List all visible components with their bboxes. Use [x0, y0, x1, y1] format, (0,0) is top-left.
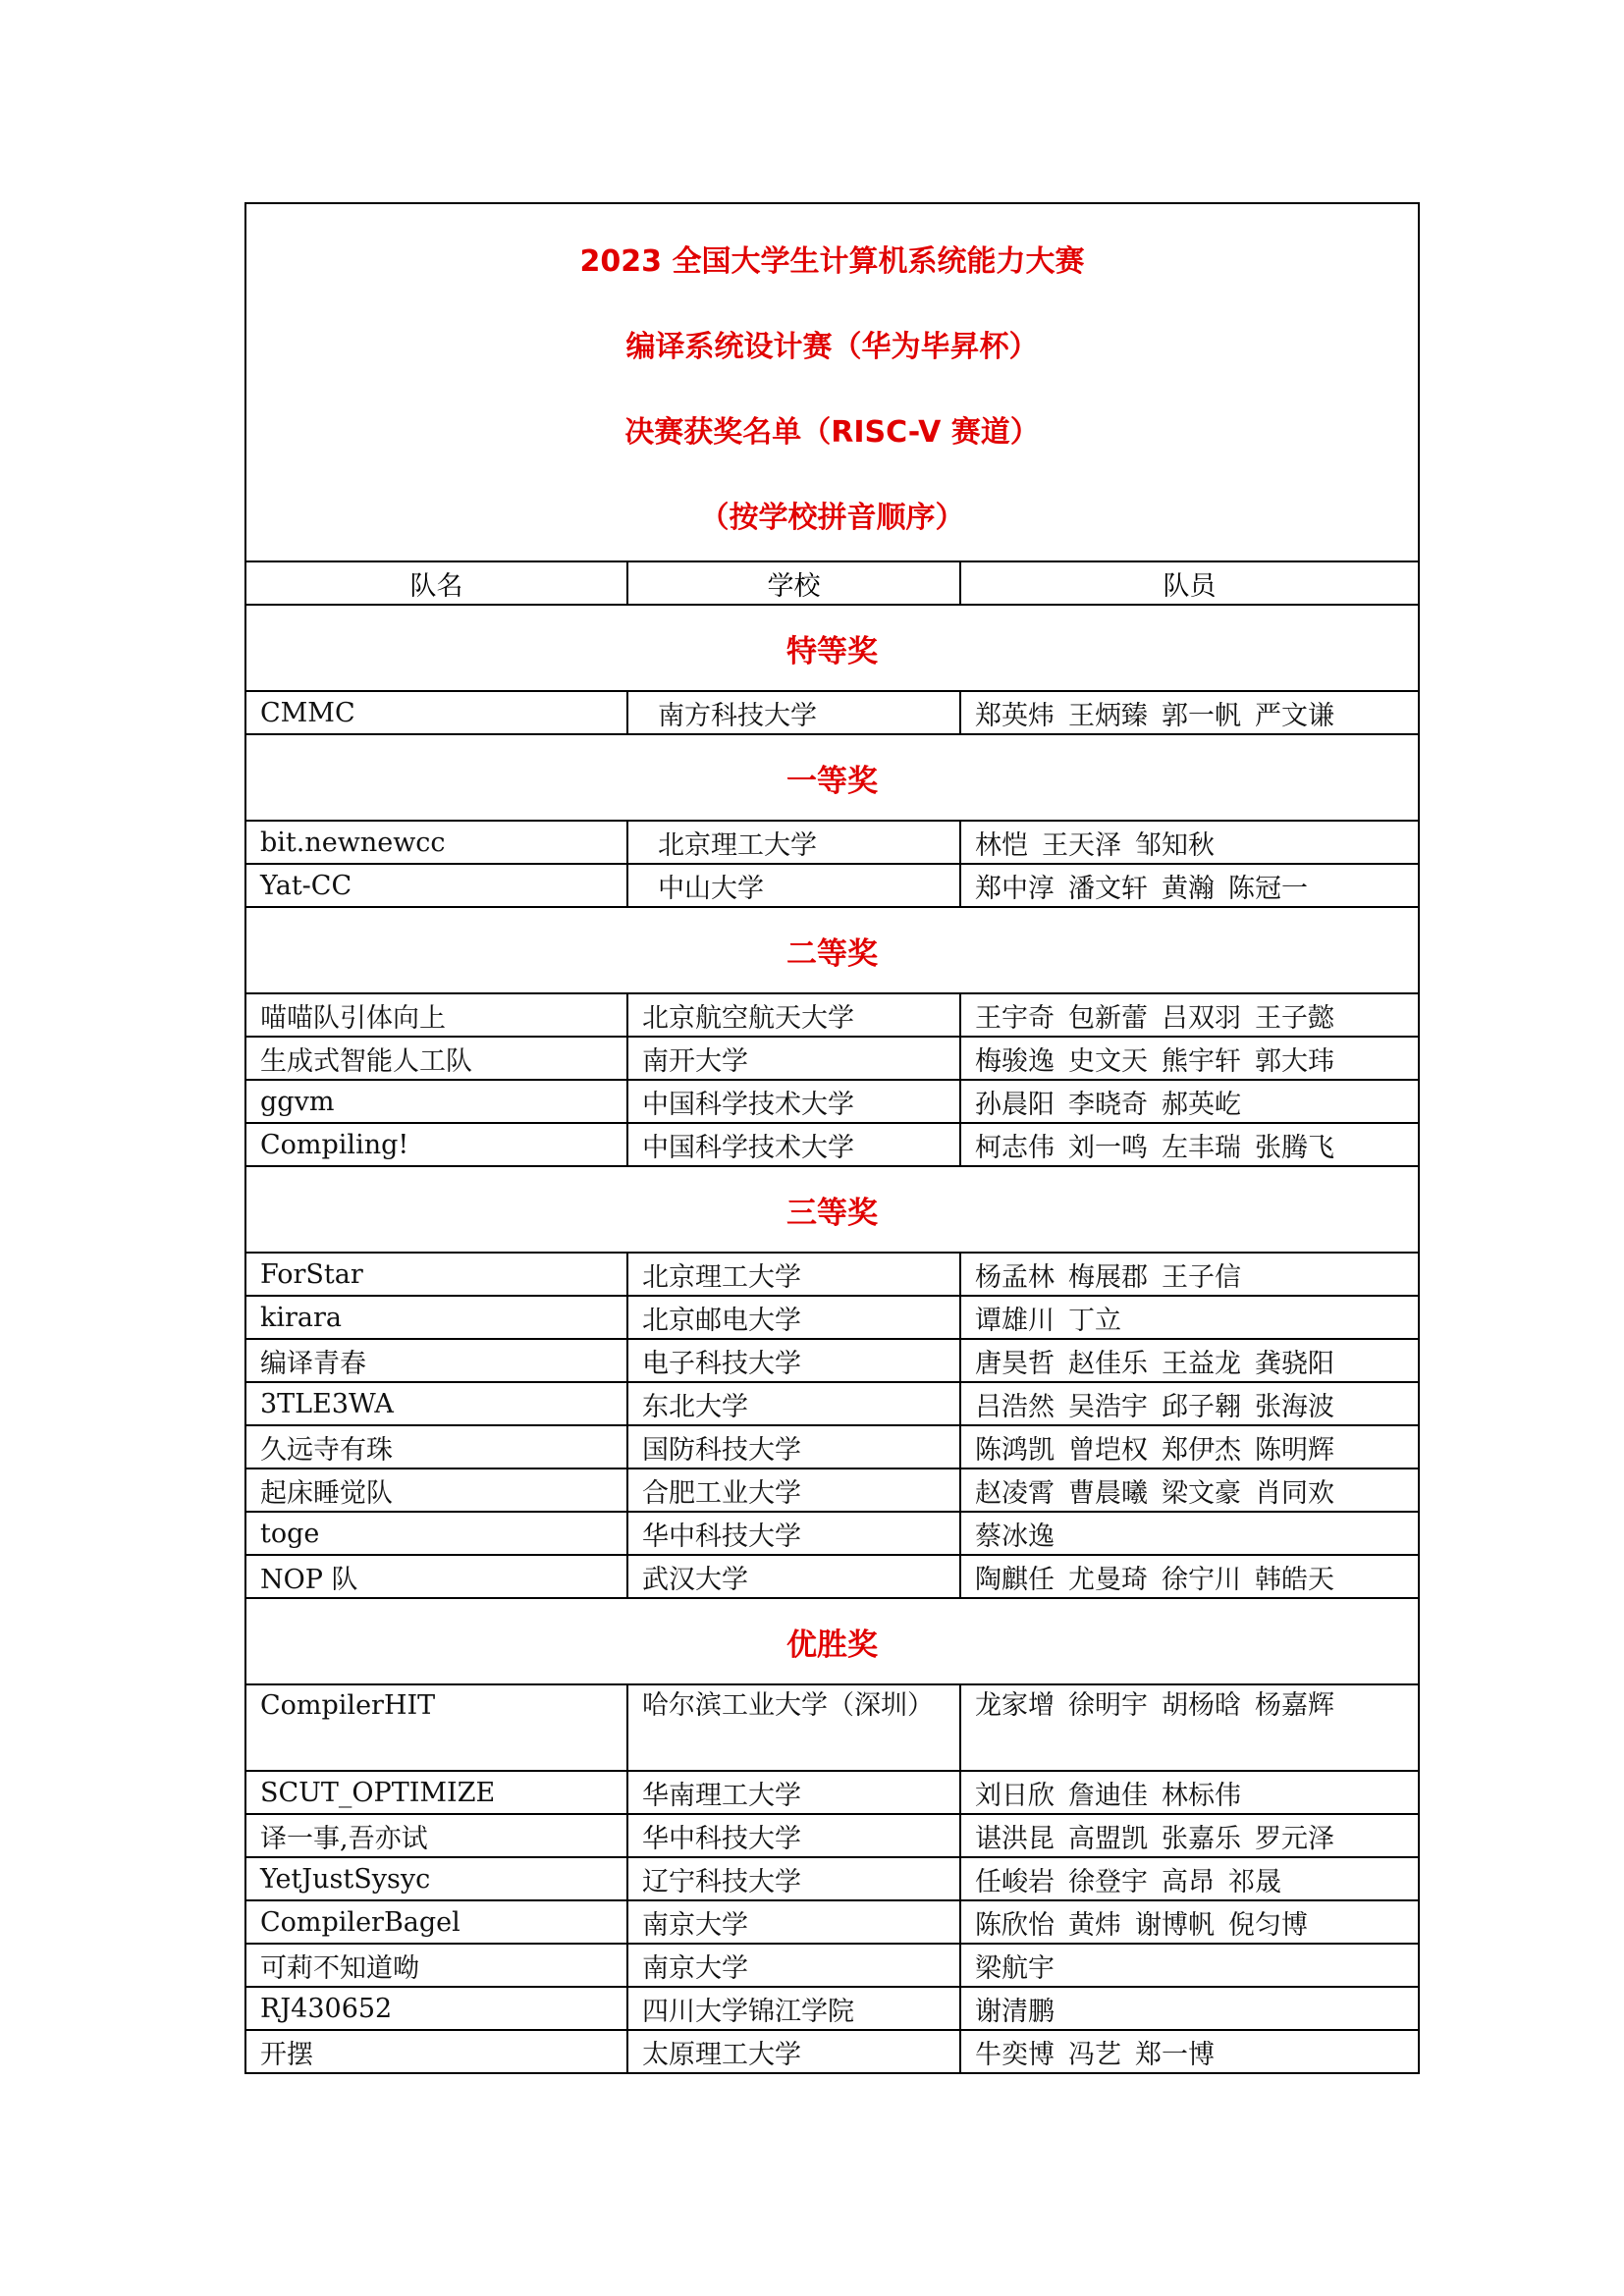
school-name: 北京邮电大学 — [627, 1296, 960, 1339]
team-members — [960, 1080, 1419, 1123]
member-name: 郭一帆 — [1162, 700, 1241, 731]
member-name: 徐宁川 — [1162, 1564, 1241, 1595]
team-members — [960, 1037, 1419, 1080]
school-name: 华南理工大学 — [627, 1771, 960, 1814]
table-row — [245, 1900, 1419, 1944]
member-name: 徐明宇 — [1068, 1690, 1148, 1721]
member-name: 谭雄川 — [975, 1305, 1055, 1336]
team-name: ForStar — [245, 1253, 627, 1296]
member-name: 杨嘉辉 — [1255, 1690, 1334, 1721]
member-name: 林标伟 — [1162, 1780, 1241, 1811]
school-name: 太原理工大学 — [627, 2030, 960, 2073]
team-name: kirara — [245, 1296, 627, 1339]
member-name: 丁立 — [1068, 1305, 1121, 1336]
school-name: 南方科技大学 — [627, 691, 960, 734]
table-row — [245, 1857, 1419, 1900]
table-row — [245, 1814, 1419, 1857]
school-name: 南京大学 — [627, 1900, 960, 1944]
member-name: 刘日欣 — [975, 1780, 1055, 1811]
member-name: 胡杨晗 — [1162, 1690, 1241, 1721]
member-name: 左丰瑞 — [1162, 1132, 1241, 1163]
school-name: 四川大学锦江学院 — [627, 1987, 960, 2030]
prize-heading: 三等奖 — [245, 1166, 1419, 1253]
table-row — [245, 1425, 1419, 1468]
member-name: 韩皓天 — [1255, 1564, 1334, 1595]
member-name: 黄炜 — [1068, 1909, 1121, 1941]
team-members — [960, 1857, 1419, 1900]
prize-heading: 二等奖 — [245, 907, 1419, 993]
prize-heading-row — [245, 1598, 1419, 1684]
team-members — [960, 1987, 1419, 2030]
team-members — [960, 821, 1419, 864]
member-name: 梅骏逸 — [975, 1045, 1055, 1077]
award-document — [244, 202, 1418, 2074]
member-name: 杨孟林 — [975, 1261, 1055, 1293]
table-row — [245, 1468, 1419, 1512]
table-row — [245, 1771, 1419, 1814]
team-name: 编译青春 — [245, 1339, 627, 1382]
team-name: 喵喵队引体向上 — [245, 993, 627, 1037]
member-name: 倪匀博 — [1228, 1909, 1308, 1941]
prize-heading-row — [245, 605, 1419, 691]
member-name: 任峻岩 — [975, 1866, 1055, 1897]
member-name: 高昂 — [1162, 1866, 1215, 1897]
prize-heading: 特等奖 — [245, 605, 1419, 691]
team-members — [960, 1339, 1419, 1382]
header-row — [245, 561, 1419, 605]
member-name: 郝英屹 — [1162, 1089, 1241, 1120]
member-name: 徐登宇 — [1068, 1866, 1148, 1897]
member-name: 张腾飞 — [1255, 1132, 1334, 1163]
team-name: 生成式智能人工队 — [245, 1037, 627, 1080]
table-row — [245, 1296, 1419, 1339]
member-name: 王子信 — [1162, 1261, 1241, 1293]
team-members — [960, 1555, 1419, 1598]
member-name: 郑中淳 — [975, 873, 1055, 904]
team-members — [960, 1296, 1419, 1339]
school-name: 中山大学 — [627, 864, 960, 907]
member-name: 包新蕾 — [1068, 1002, 1148, 1034]
team-name: ggvm — [245, 1080, 627, 1123]
team-name: YetJustSysyc — [245, 1857, 627, 1900]
school-name: 北京理工大学 — [627, 1253, 960, 1296]
team-members — [960, 691, 1419, 734]
team-members — [960, 864, 1419, 907]
team-name: Compiling! — [245, 1123, 627, 1166]
team-members — [960, 1425, 1419, 1468]
member-name: 王益龙 — [1162, 1348, 1241, 1379]
member-name: 王子懿 — [1255, 1002, 1334, 1034]
team-members — [960, 1512, 1419, 1555]
title-line-4: （按学校拼音顺序） — [699, 501, 965, 535]
title-line-1: 2023 全国大学生计算机系统能力大赛 — [579, 244, 1085, 279]
team-name: 起床睡觉队 — [245, 1468, 627, 1512]
member-name: 郭大玮 — [1255, 1045, 1334, 1077]
header-school: 学校 — [627, 561, 960, 605]
member-name: 梅展郡 — [1068, 1261, 1148, 1293]
member-name: 张嘉乐 — [1162, 1823, 1241, 1854]
table-row — [245, 1684, 1419, 1771]
school-name: 华中科技大学 — [627, 1512, 960, 1555]
member-name: 吴浩宇 — [1068, 1391, 1148, 1422]
team-name: NOP 队 — [245, 1555, 627, 1598]
member-name: 郑一博 — [1135, 2039, 1215, 2070]
member-name: 谌洪昆 — [975, 1823, 1055, 1854]
team-name: CompilerHIT — [245, 1684, 627, 1771]
member-name: 牛奕博 — [975, 2039, 1055, 2070]
team-name: bit.newnewcc — [245, 821, 627, 864]
member-name: 吕双羽 — [1162, 1002, 1241, 1034]
team-name: RJ430652 — [245, 1987, 627, 2030]
table-row — [245, 1555, 1419, 1598]
member-name: 唐昊哲 — [975, 1348, 1055, 1379]
member-name: 高盟凯 — [1068, 1823, 1148, 1854]
team-members — [960, 1944, 1419, 1987]
team-members — [960, 1382, 1419, 1425]
team-name: 开摆 — [245, 2030, 627, 2073]
member-name: 刘一鸣 — [1068, 1132, 1148, 1163]
school-name: 华中科技大学 — [627, 1814, 960, 1857]
school-name: 电子科技大学 — [627, 1339, 960, 1382]
title-line-2: 编译系统设计赛（华为毕昇杯） — [625, 330, 1039, 364]
team-name: 译一事,吾亦试 — [245, 1814, 627, 1857]
school-name: 南开大学 — [627, 1037, 960, 1080]
table-row — [245, 1382, 1419, 1425]
team-members — [960, 1900, 1419, 1944]
member-name: 梁文豪 — [1162, 1477, 1241, 1509]
member-name: 陈冠一 — [1228, 873, 1308, 904]
member-name: 肖同欢 — [1255, 1477, 1334, 1509]
school-name: 国防科技大学 — [627, 1425, 960, 1468]
member-name: 陈鸿凯 — [975, 1434, 1055, 1466]
school-name: 哈尔滨工业大学（深圳） — [627, 1684, 960, 1771]
table-row — [245, 864, 1419, 907]
table-row — [245, 2030, 1419, 2073]
member-name: 王天泽 — [1042, 829, 1121, 861]
member-name: 邹知秋 — [1135, 829, 1215, 861]
member-name: 林恺 — [975, 829, 1028, 861]
school-name: 东北大学 — [627, 1382, 960, 1425]
school-name: 合肥工业大学 — [627, 1468, 960, 1512]
member-name: 邱子翱 — [1162, 1391, 1241, 1422]
team-name: CMMC — [245, 691, 627, 734]
member-name: 王宇奇 — [975, 1002, 1055, 1034]
team-name: CompilerBagel — [245, 1900, 627, 1944]
member-name: 李晓奇 — [1068, 1089, 1148, 1120]
member-name: 梁航宇 — [975, 1952, 1055, 1984]
member-name: 黄瀚 — [1162, 873, 1215, 904]
member-name: 詹迪佳 — [1068, 1780, 1148, 1811]
member-name: 谢博帆 — [1135, 1909, 1215, 1941]
team-members — [960, 1684, 1419, 1771]
team-name: 久远寺有珠 — [245, 1425, 627, 1468]
member-name: 曾垲权 — [1068, 1434, 1148, 1466]
table-row — [245, 1037, 1419, 1080]
member-name: 蔡冰逸 — [975, 1521, 1055, 1552]
table-row — [245, 1512, 1419, 1555]
table-row — [245, 1253, 1419, 1296]
prize-heading: 一等奖 — [245, 734, 1419, 821]
award-table — [244, 202, 1420, 2074]
team-name: Yat-CC — [245, 864, 627, 907]
member-name: 赵佳乐 — [1068, 1348, 1148, 1379]
member-name: 史文天 — [1068, 1045, 1148, 1077]
member-name: 陶麒任 — [975, 1564, 1055, 1595]
school-name: 武汉大学 — [627, 1555, 960, 1598]
school-name: 中国科学技术大学 — [627, 1080, 960, 1123]
member-name: 龙家增 — [975, 1690, 1055, 1721]
school-name: 中国科学技术大学 — [627, 1123, 960, 1166]
prize-heading: 优胜奖 — [245, 1598, 1419, 1684]
team-members — [960, 1468, 1419, 1512]
member-name: 陈明辉 — [1255, 1434, 1334, 1466]
team-members — [960, 1123, 1419, 1166]
member-name: 龚骁阳 — [1255, 1348, 1334, 1379]
member-name: 柯志伟 — [975, 1132, 1055, 1163]
member-name: 孙晨阳 — [975, 1089, 1055, 1120]
member-name: 谢清鹏 — [975, 1996, 1055, 2027]
team-name: toge — [245, 1512, 627, 1555]
member-name: 赵凌霄 — [975, 1477, 1055, 1509]
member-name: 潘文轩 — [1068, 873, 1148, 904]
header-members: 队员 — [960, 561, 1419, 605]
member-name: 罗元泽 — [1255, 1823, 1334, 1854]
school-name: 北京航空航天大学 — [627, 993, 960, 1037]
member-name: 张海波 — [1255, 1391, 1334, 1422]
school-name: 南京大学 — [627, 1944, 960, 1987]
team-name: 可莉不知道呦 — [245, 1944, 627, 1987]
team-members — [960, 1253, 1419, 1296]
member-name: 冯艺 — [1068, 2039, 1121, 2070]
member-name: 陈欣怡 — [975, 1909, 1055, 1941]
team-members — [960, 1814, 1419, 1857]
prize-heading-row — [245, 1166, 1419, 1253]
member-name: 郑英炜 — [975, 700, 1055, 731]
team-members — [960, 2030, 1419, 2073]
member-name: 祁晟 — [1228, 1866, 1281, 1897]
table-row — [245, 993, 1419, 1037]
member-name: 尤曼琦 — [1068, 1564, 1148, 1595]
member-name: 严文谦 — [1255, 700, 1334, 731]
member-name: 吕浩然 — [975, 1391, 1055, 1422]
table-row — [245, 1339, 1419, 1382]
school-name: 北京理工大学 — [627, 821, 960, 864]
team-members — [960, 993, 1419, 1037]
table-row — [245, 691, 1419, 734]
title-line-3: 决赛获奖名单（RISC-V 赛道） — [624, 415, 1040, 450]
header-team: 队名 — [245, 561, 627, 605]
member-name: 王炳臻 — [1068, 700, 1148, 731]
table-row — [245, 1080, 1419, 1123]
table-row — [245, 821, 1419, 864]
member-name: 郑伊杰 — [1162, 1434, 1241, 1466]
member-name: 熊宇轩 — [1162, 1045, 1241, 1077]
title-block — [245, 203, 1419, 561]
table-row — [245, 1987, 1419, 2030]
table-row — [245, 1123, 1419, 1166]
prize-heading-row — [245, 734, 1419, 821]
team-name: SCUT_OPTIMIZE — [245, 1771, 627, 1814]
school-name: 辽宁科技大学 — [627, 1857, 960, 1900]
prize-heading-row — [245, 907, 1419, 993]
team-members — [960, 1771, 1419, 1814]
member-name: 曹晨曦 — [1068, 1477, 1148, 1509]
team-name: 3TLE3WA — [245, 1382, 627, 1425]
table-row — [245, 1944, 1419, 1987]
